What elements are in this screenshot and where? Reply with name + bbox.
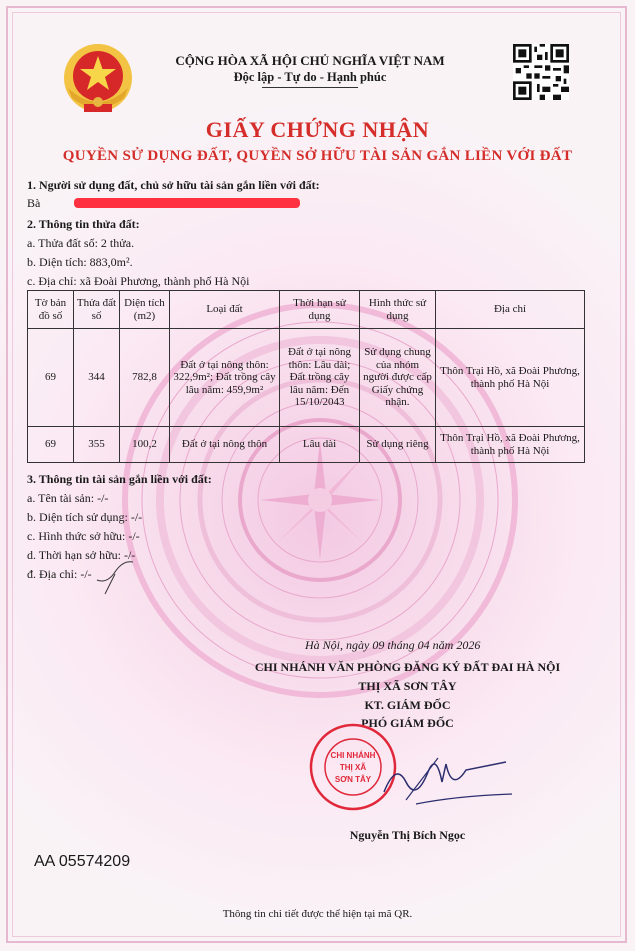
column-header: Thời hạn sử dụng — [280, 291, 360, 329]
place-date: Hà Nội, ngày 09 tháng 04 năm 2026 — [305, 638, 481, 652]
certificate-subtitle: QUYỀN SỬ DỤNG ĐẤT, QUYỀN SỞ HỮU TÀI SẢN GẮN LIỀN VỚI ĐẤT — [62, 148, 573, 164]
issuing-town: THỊ XÃ SƠN TÂY — [358, 679, 457, 693]
issuing-office: CHI NHÁNH VĂN PHÒNG ĐĂNG KÝ ĐẤT ĐAI HÀ NỘI — [254, 660, 561, 674]
signer-title-deputy: PHÓ GIÁM ĐỐC — [361, 716, 454, 730]
handwritten-signature — [376, 742, 516, 822]
table-cell: Lâu dài — [280, 427, 360, 463]
asset-ownership-term: d. Thời hạn sở hữu: -/- — [27, 548, 136, 562]
column-header: Diện tích (m2) — [120, 291, 170, 329]
table-cell: 355 — [74, 427, 120, 463]
table-cell: Đất ở tại nông thôn — [170, 427, 280, 463]
column-header: Tờ bản đồ số — [28, 291, 74, 329]
cross-out-mark — [95, 560, 135, 596]
motto-underline — [262, 87, 358, 88]
table-cell: 69 — [28, 329, 74, 427]
nation-name: CỘNG HÒA XÃ HỘI CHỦ NGHĨA VIỆT NAM — [175, 53, 445, 68]
parcel-area: b. Diện tích: 883,0m². — [27, 255, 133, 269]
svg-text:THỊ XÃ: THỊ XÃ — [339, 763, 367, 772]
section1-heading: 1. Người sử dụng đất, chủ sở hữu tài sản gắn liền với đất: — [27, 178, 320, 192]
table-cell: 344 — [74, 329, 120, 427]
section3-heading: 3. Thông tin tài sản gắn liền với đất: — [27, 472, 212, 486]
table-cell: Sử dụng chung của nhóm người được cấp Giấy chứng nhận. — [360, 329, 436, 427]
column-header: Loại đất — [170, 291, 280, 329]
table-row — [28, 427, 585, 463]
parcel-table — [27, 290, 585, 463]
table-cell: 69 — [28, 427, 74, 463]
table-cell: Thôn Trại Hồ, xã Đoài Phương, thành phố Hà Nội — [436, 329, 585, 427]
table-cell: Sử dụng riêng — [360, 427, 436, 463]
signer-title-kt: KT. GIÁM ĐỐC — [364, 698, 451, 712]
national-emblem-icon — [58, 38, 138, 120]
svg-text:CHI NHÁNH: CHI NHÁNH — [330, 751, 376, 760]
column-header: Hình thức sử dụng — [360, 291, 436, 329]
table-cell: 100,2 — [120, 427, 170, 463]
national-motto: Độc lập - Tự do - Hạnh phúc — [233, 70, 387, 84]
redaction-mark — [74, 198, 300, 208]
asset-area: b. Diện tích sử dụng: -/- — [27, 510, 143, 524]
table-row — [28, 329, 585, 427]
table-cell: Đất ở tại nông thôn: 322,9m²; Đất trồng cây lâu năm: 459,9m² — [170, 329, 280, 427]
asset-name: a. Tên tài sản: -/- — [27, 491, 109, 505]
parcel-address: c. Địa chỉ: xã Đoài Phương, thành phố Hà Nội — [27, 274, 250, 288]
table-cell: Thôn Trại Hồ, xã Đoài Phương, thành phố Hà Nội — [436, 427, 585, 463]
serial-number: AA 05574209 — [34, 853, 131, 870]
table-cell: 782,8 — [120, 329, 170, 427]
qr-code-icon[interactable] — [513, 44, 569, 100]
qr-info-footer: Thông tin chi tiết được thể hiện tại mã QR. — [222, 908, 413, 920]
section2-heading: 2. Thông tin thửa đất: — [27, 217, 140, 231]
owner-prefix: Bà — [27, 196, 41, 210]
asset-address: đ. Địa chỉ: -/- — [27, 567, 92, 581]
table-cell: Đất ở tại nông thôn: Lâu dài; Đất trồng cây lâu năm: Đến 15/10/2043 — [280, 329, 360, 427]
asset-ownership-form: c. Hình thức sở hữu: -/- — [27, 529, 140, 543]
column-header: Thửa đất số — [74, 291, 120, 329]
signer-name: Nguyễn Thị Bích Ngọc — [349, 828, 466, 842]
column-header: Địa chỉ — [436, 291, 585, 329]
parcel-count: a. Thửa đất số: 2 thửa. — [27, 236, 135, 250]
table-header-row — [28, 291, 585, 329]
svg-text:SƠN TÂY: SƠN TÂY — [334, 775, 372, 784]
certificate-title: GIẤY CHỨNG NHẬN — [205, 117, 430, 142]
